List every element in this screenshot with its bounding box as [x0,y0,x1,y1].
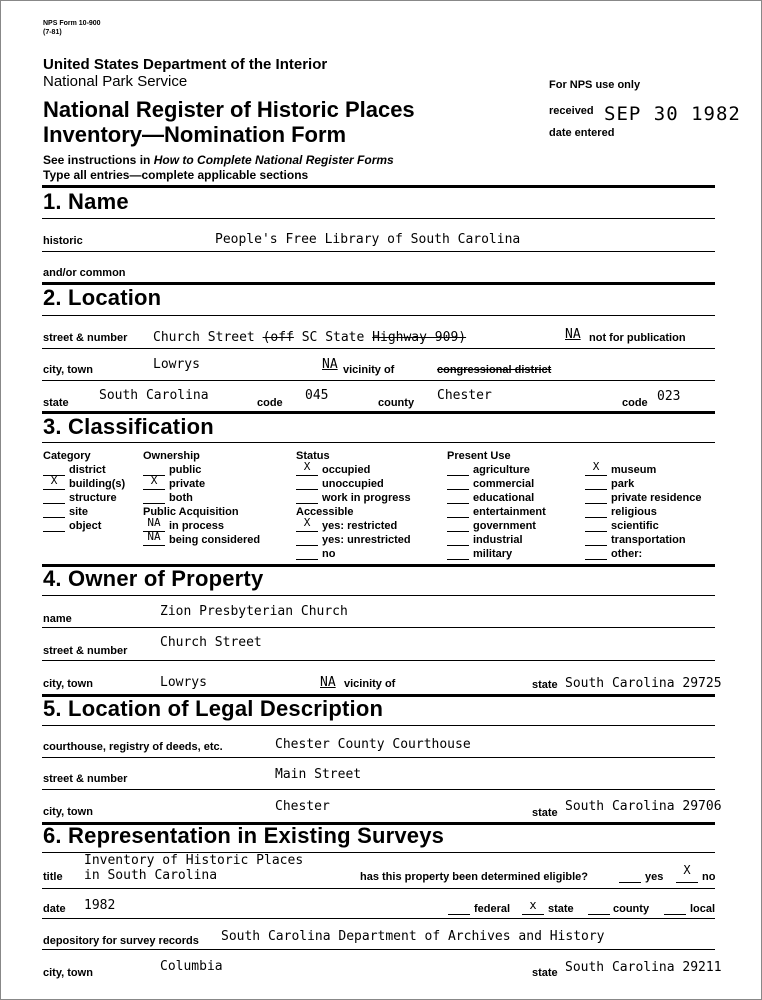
owner-name-label: name [43,613,72,625]
location-street-value [153,330,466,345]
instructions-prefix: See instructions in [43,153,154,167]
rule [42,315,715,316]
state-survey-label: state [548,903,574,915]
owner-vicinity-value: NA [320,675,336,690]
owner-name-value: Zion Presbyterian Church [160,604,348,619]
owner-street-label: street & number [43,645,128,657]
present-use-option: other: [611,548,643,560]
blank-line [43,517,65,518]
blank-line [664,914,686,915]
present-use-option: private residence [611,492,702,504]
blank-line [296,503,318,504]
status-option: occupied [322,464,371,476]
county-code-value: 023 [657,389,681,404]
check-mark: X [592,460,600,473]
form-title-line1: National Register of Historic Places [43,97,415,122]
rule [42,789,715,790]
blank-line [296,531,318,532]
blank-line [676,882,698,883]
status-option: unoccupied [322,478,384,490]
present-use-option: transportation [611,534,686,546]
courthouse-value: Chester County Courthouse [275,737,471,752]
struck-text: Highway 909) [372,330,467,345]
location-city-value: Lowrys [153,357,200,372]
present-use-option: religious [611,506,657,518]
rule [42,918,715,919]
blank-line [585,503,607,504]
legal-state-label: state [532,807,558,819]
rule [42,595,715,596]
congressional-district-label: congressional district [437,364,552,376]
ownership-option: private [169,478,206,490]
blank-line [447,559,469,560]
survey-date-value: 1982 [84,898,116,913]
eligible-no-mark: X [683,863,691,877]
owner-vicinity-label: vicinity of [344,678,396,690]
owner-city-value: Lowrys [160,675,207,690]
section-1-heading: 1. Name [43,189,129,214]
rule [42,757,715,758]
state-code-value: 045 [305,388,329,403]
form-title-line2: Inventory—Nomination Form [43,122,347,147]
survey-city-label: city, town [43,967,93,979]
street-number-label: street & number [43,332,128,344]
blank-line [585,531,607,532]
blank-line [447,475,469,476]
category-option: structure [69,492,117,504]
courthouse-label: courthouse, registry of deeds, etc. [43,741,223,753]
section-4-heading: 4. Owner of Property [43,566,264,591]
state-label: state [43,397,69,409]
legal-street-label: street & number [43,773,128,785]
form-number: NPS Form 10-900 [43,20,101,27]
survey-title-line2: in South Carolina [84,868,218,883]
blank-line [43,503,65,504]
county-label: county [378,397,415,409]
present-use-option: industrial [473,534,523,546]
blank-line [143,503,165,504]
blank-line [585,517,607,518]
category-option: building(s) [69,478,126,490]
present-use-option: agriculture [473,464,530,476]
legal-state-value: South Carolina 29706 [565,799,722,814]
section-2-heading: 2. Location [43,285,162,310]
blank-line [585,545,607,546]
code-label: code [257,397,283,409]
ownership-title: Ownership [143,450,200,462]
status-title: Status [296,450,330,462]
status-option: work in progress [322,492,411,504]
blank-line [296,559,318,560]
instructions-line1 [43,153,394,167]
rule [42,888,715,889]
present-use-option: government [473,520,536,532]
legal-city-value: Chester [275,799,330,814]
blank-line [447,517,469,518]
local-survey-label: local [690,903,716,915]
street-text: SC State [301,330,365,345]
blank-line [143,545,165,546]
check-mark: X [150,474,158,487]
city-town-label: city, town [43,364,93,376]
blank-line [43,489,65,490]
historic-name-value: People's Free Library of South Carolina [215,232,521,247]
check-mark: X [303,460,311,473]
section-6-heading: 6. Representation in Existing Surveys [43,823,445,848]
category-option: site [69,506,88,518]
owner-state-value: South Carolina 29725 [565,676,722,691]
rule [42,949,715,950]
survey-title-line1: Inventory of Historic Places [84,853,304,868]
survey-city-value: Columbia [160,959,223,974]
acquisition-option: being considered [169,534,261,546]
instructions-line2: Type all entries—complete applicable sections [43,168,309,182]
present-use-option: museum [611,464,657,476]
blank-line [585,475,607,476]
eligible-yes-label: yes [645,871,664,883]
vicinity-label: vicinity of [343,364,395,376]
blank-line [296,475,318,476]
date-entered-label: date entered [549,127,615,139]
blank-line [585,489,607,490]
depository-label: depository for survey records [43,935,199,947]
blank-line [447,531,469,532]
blank-line [522,914,544,915]
owner-city-label: city, town [43,678,93,690]
rule [42,380,715,381]
rule [42,251,715,252]
received-stamp: SEP 30 1982 [604,103,741,125]
owner-street-value: Church Street [160,635,262,650]
blank-line [588,914,610,915]
blank-line [448,914,470,915]
accessible-title: Accessible [296,506,354,518]
acquisition-option: in process [169,520,225,532]
section-5-heading: 5. Location of Legal Description [43,696,384,721]
legal-street-value: Main Street [275,767,362,782]
blank-line [447,489,469,490]
rule [42,348,715,349]
state-survey-mark: x [529,898,537,912]
street-text: Church Street [153,330,255,345]
county-code-label: code [622,397,648,409]
county-value: Chester [437,388,492,403]
struck-text: (off [262,330,294,345]
category-option: district [69,464,106,476]
survey-date-label: date [43,903,66,915]
eligibility-question: has this property been determined eligible? [360,871,588,883]
section-3-heading: 3. Classification [43,414,214,439]
present-use-option: park [611,478,635,490]
rule [42,627,715,628]
present-use-option: educational [473,492,535,504]
rule [42,442,715,443]
owner-state-label: state [532,679,558,691]
rule [42,660,715,661]
blank-line [143,489,165,490]
accessible-option: yes: unrestricted [322,534,411,546]
present-use-option: military [473,548,513,560]
check-mark: NA [147,516,161,529]
instructions-title: How to Complete National Register Forms [153,153,394,167]
blank-line [447,503,469,504]
vicinity-value: NA [322,357,338,372]
location-state-value: South Carolina [99,388,209,403]
not-for-publication-value: NA [565,327,581,342]
depository-value: South Carolina Department of Archives and History [221,929,605,944]
present-use-option: scientific [611,520,659,532]
department-name: United States Department of the Interior [43,56,328,73]
rule [42,725,715,726]
blank-line [43,531,65,532]
blank-line [296,489,318,490]
check-mark: X [50,474,58,487]
present-use-title: Present Use [447,450,511,462]
service-name: National Park Service [43,73,188,90]
ownership-option: public [169,464,202,476]
rule [42,218,715,219]
blank-line [296,545,318,546]
common-name-label: and/or common [43,267,126,279]
acquisition-title: Public Acquisition [143,506,239,518]
present-use-option: commercial [473,478,535,490]
rule [42,185,715,188]
blank-line [619,882,641,883]
county-survey-label: county [613,903,650,915]
survey-title-label: title [43,871,63,883]
blank-line [585,559,607,560]
present-use-option: entertainment [473,506,546,518]
received-label: received [549,105,594,117]
legal-city-label: city, town [43,806,93,818]
check-mark: X [303,516,311,529]
survey-state-value: South Carolina 29211 [565,960,722,975]
survey-state-label: state [532,967,558,979]
category-option: object [69,520,102,532]
nps-use-label: For NPS use only [549,79,641,91]
blank-line [447,545,469,546]
federal-label: federal [474,903,511,915]
accessible-option: yes: restricted [322,520,398,532]
accessible-option: no [322,548,336,560]
check-mark: NA [147,530,161,543]
form-revision: (7-81) [43,29,62,36]
not-for-publication-label: not for publication [589,332,686,344]
eligible-no-label: no [702,871,716,883]
ownership-option: both [169,492,193,504]
historic-label: historic [43,235,83,247]
category-title: Category [43,450,91,462]
